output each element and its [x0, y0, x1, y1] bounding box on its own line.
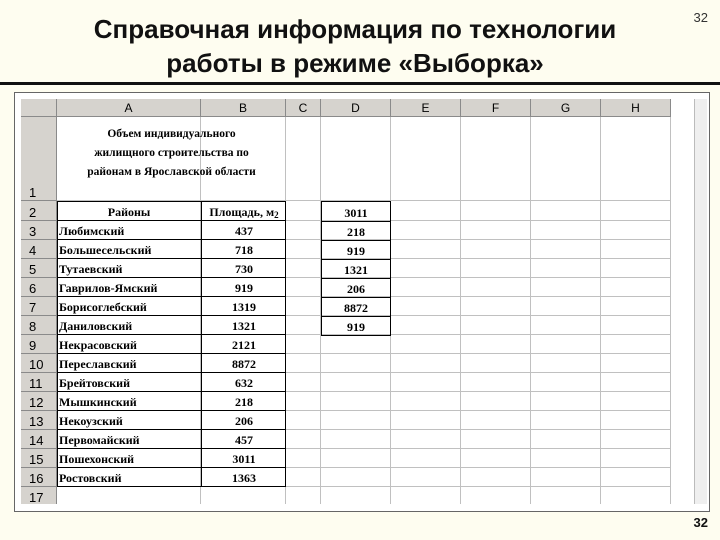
column-header-d[interactable]: D — [321, 99, 391, 117]
cell-selection-value[interactable]: 3011 — [321, 201, 391, 222]
cell-district[interactable]: Ростовский — [57, 468, 201, 487]
cell-area[interactable]: 2121 — [201, 335, 286, 354]
cell-district[interactable]: Любимский — [57, 221, 201, 240]
cell-district[interactable]: Некоузский — [57, 411, 201, 430]
cell-district[interactable]: Брейтовский — [57, 373, 201, 392]
cell-area[interactable]: 718 — [201, 240, 286, 259]
cell-area[interactable]: 1363 — [201, 468, 286, 487]
column-gridline — [600, 117, 601, 504]
cell-area[interactable]: 457 — [201, 430, 286, 449]
cell-selection-value[interactable]: 919 — [321, 240, 391, 260]
column-header-c[interactable]: C — [286, 99, 321, 117]
row-header-14[interactable]: 14 — [21, 430, 57, 449]
cell-selection-value[interactable]: 1321 — [321, 259, 391, 279]
cell-area[interactable]: 1321 — [201, 316, 286, 335]
cell-b2-header-area[interactable] — [201, 201, 286, 221]
row-header-3[interactable]: 3 — [21, 221, 57, 240]
cell-selection-value[interactable]: 206 — [321, 278, 391, 298]
row-header-8[interactable]: 8 — [21, 316, 57, 335]
cell-district[interactable]: Гаврилов-Ямский — [57, 278, 201, 297]
cell-a2-header-districts[interactable]: Районы — [57, 201, 201, 221]
column-gridline — [460, 117, 461, 504]
vertical-scrollbar[interactable] — [694, 99, 707, 504]
row-header-1[interactable]: 1 — [21, 117, 57, 201]
cell-area[interactable]: 632 — [201, 373, 286, 392]
row-header-12[interactable]: 12 — [21, 392, 57, 411]
spreadsheet-screenshot — [14, 92, 710, 512]
cell-selection-value[interactable]: 8872 — [321, 297, 391, 317]
cell-area[interactable]: 919 — [201, 278, 286, 297]
row-header-7[interactable]: 7 — [21, 297, 57, 316]
column-header-f[interactable]: F — [461, 99, 531, 117]
row-header-4[interactable]: 4 — [21, 240, 57, 259]
cell-district[interactable]: Переславский — [57, 354, 201, 373]
row-header-15[interactable]: 15 — [21, 449, 57, 468]
header-area-label: Площадь, м — [209, 205, 275, 219]
cell-district[interactable]: Пошехонский — [57, 449, 201, 468]
cell-district[interactable]: Некрасовский — [57, 335, 201, 354]
row-header-9[interactable]: 9 — [21, 335, 57, 354]
column-header-b[interactable]: B — [201, 99, 286, 117]
cell-district[interactable]: Борисоглебский — [57, 297, 201, 316]
header-area-superscript: 2 — [274, 210, 279, 220]
spreadsheet-grid — [21, 99, 692, 504]
column-header-h[interactable]: H — [601, 99, 671, 117]
row-header-6[interactable]: 6 — [21, 278, 57, 297]
column-gridline — [530, 117, 531, 504]
page-number-bottom: 32 — [693, 515, 708, 530]
cell-a1-title[interactable]: Объем индивидуального жилищного строительства по районам в Ярославской области — [87, 128, 256, 178]
row-header-11[interactable]: 11 — [21, 373, 57, 392]
cell-district[interactable]: Первомайский — [57, 430, 201, 449]
select-all-corner[interactable] — [21, 99, 57, 117]
slide-title: Справочная информация по технологии работы в режиме «Выборка» — [93, 14, 617, 78]
cell-area[interactable]: 3011 — [201, 449, 286, 468]
row-header-13[interactable]: 13 — [21, 411, 57, 430]
title-divider — [0, 82, 720, 85]
cell-area[interactable]: 218 — [201, 392, 286, 411]
cell-selection-value[interactable]: 919 — [321, 316, 391, 336]
row-header-10[interactable]: 10 — [21, 354, 57, 373]
row-header-5[interactable]: 5 — [21, 259, 57, 278]
column-gridline — [670, 117, 671, 504]
row-header-16[interactable]: 16 — [21, 468, 57, 487]
row-header-17[interactable]: 17 — [21, 487, 57, 504]
column-header-a[interactable]: A — [57, 99, 201, 117]
cell-area[interactable]: 730 — [201, 259, 286, 278]
cell-area[interactable]: 8872 — [201, 354, 286, 373]
cell-area[interactable]: 1319 — [201, 297, 286, 316]
cell-district[interactable]: Даниловский — [57, 316, 201, 335]
column-header-g[interactable]: G — [531, 99, 601, 117]
cell-area[interactable]: 206 — [201, 411, 286, 430]
cell-district[interactable]: Тутаевский — [57, 259, 201, 278]
cell-selection-value[interactable]: 218 — [321, 221, 391, 241]
cell-area[interactable]: 437 — [201, 221, 286, 240]
column-header-e[interactable]: E — [391, 99, 461, 117]
cell-district[interactable]: Большесельский — [57, 240, 201, 259]
page-number-top: 32 — [693, 10, 708, 25]
row-header-2[interactable]: 2 — [21, 201, 57, 221]
cell-district[interactable]: Мышкинский — [57, 392, 201, 411]
